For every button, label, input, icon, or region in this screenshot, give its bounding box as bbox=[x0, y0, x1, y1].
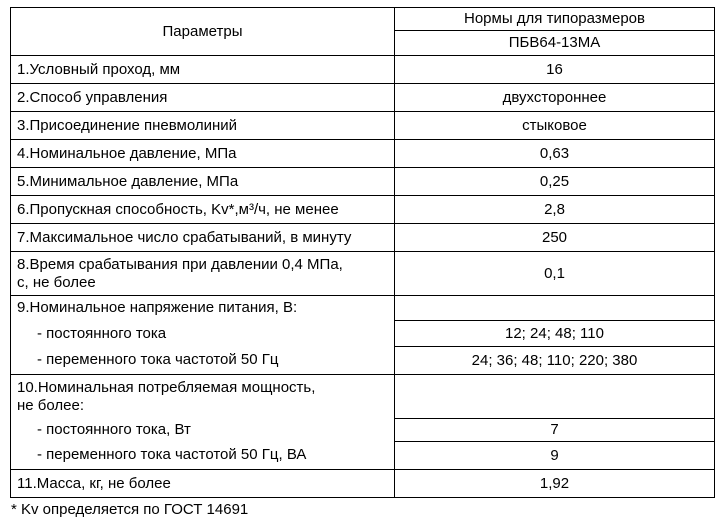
table-row bbox=[11, 84, 715, 112]
power-ac-row bbox=[11, 442, 715, 470]
empty-cell bbox=[395, 375, 715, 419]
table-row bbox=[11, 224, 715, 252]
table-row bbox=[11, 112, 715, 140]
param-cell: 1.Условный проход, мм bbox=[11, 56, 395, 84]
header-model: ПБВ64-13МА bbox=[395, 31, 715, 56]
value-cell: двухстороннее bbox=[395, 84, 715, 112]
table-row bbox=[11, 470, 715, 498]
power-title bbox=[11, 375, 395, 419]
param-line: с, не более bbox=[17, 273, 96, 291]
value-cell: 2,8 bbox=[395, 196, 715, 224]
spec-table bbox=[10, 7, 715, 498]
header-params: Параметры bbox=[11, 8, 395, 56]
voltage-title: 9.Номинальное напряжение питания, В: bbox=[11, 296, 395, 321]
value-cell: 0,63 bbox=[395, 140, 715, 168]
table-row bbox=[11, 252, 715, 296]
table-row bbox=[11, 168, 715, 196]
param-cell: 7.Максимальное число срабатываний, в минуту bbox=[11, 224, 395, 252]
power-title-row bbox=[11, 375, 715, 419]
voltage-ac-label: - переменного тока частотой 50 Гц bbox=[11, 347, 395, 375]
value-cell: 1,92 bbox=[395, 470, 715, 498]
table-row bbox=[11, 56, 715, 84]
param-line: 8.Время срабатывания при давлении 0,4 МПа, bbox=[17, 255, 343, 273]
voltage-dc-row bbox=[11, 321, 715, 347]
voltage-dc-value: 12; 24; 48; 110 bbox=[395, 321, 715, 347]
power-title-line: 10.Номинальная потребляемая мощность, bbox=[17, 378, 316, 396]
voltage-ac-row bbox=[11, 347, 715, 375]
table-row bbox=[11, 140, 715, 168]
voltage-dc-label: - постоянного тока bbox=[11, 321, 395, 347]
param-cell: 11.Масса, кг, не более bbox=[11, 470, 395, 498]
param-cell: 5.Минимальное давление, МПа bbox=[11, 168, 395, 196]
value-cell: 16 bbox=[395, 56, 715, 84]
value-cell: 250 bbox=[395, 224, 715, 252]
power-dc-value: 7 bbox=[395, 419, 715, 442]
param-cell: 2.Способ управления bbox=[11, 84, 395, 112]
value-cell: 0,25 bbox=[395, 168, 715, 196]
header-norms: Нормы для типоразмеров bbox=[395, 8, 715, 31]
power-ac-value: 9 bbox=[395, 442, 715, 470]
voltage-ac-value: 24; 36; 48; 110; 220; 380 bbox=[395, 347, 715, 375]
value-cell: стыковое bbox=[395, 112, 715, 140]
power-dc-row bbox=[11, 419, 715, 442]
empty-cell bbox=[395, 296, 715, 321]
power-dc-label: - постоянного тока, Вт bbox=[11, 419, 395, 442]
param-cell bbox=[11, 252, 395, 296]
voltage-title-row bbox=[11, 296, 715, 321]
value-cell: 0,1 bbox=[395, 252, 715, 296]
table-row bbox=[11, 196, 715, 224]
power-ac-label: - переменного тока частотой 50 Гц, ВА bbox=[11, 442, 395, 470]
power-title-line: не более: bbox=[17, 396, 85, 414]
param-cell: 6.Пропускная способность, Kv*,м³/ч, не менее bbox=[11, 196, 395, 224]
param-cell: 3.Присоединение пневмолиний bbox=[11, 112, 395, 140]
footnote: * Kv определяется по ГОСТ 14691 bbox=[11, 501, 249, 518]
param-cell: 4.Номинальное давление, МПа bbox=[11, 140, 395, 168]
